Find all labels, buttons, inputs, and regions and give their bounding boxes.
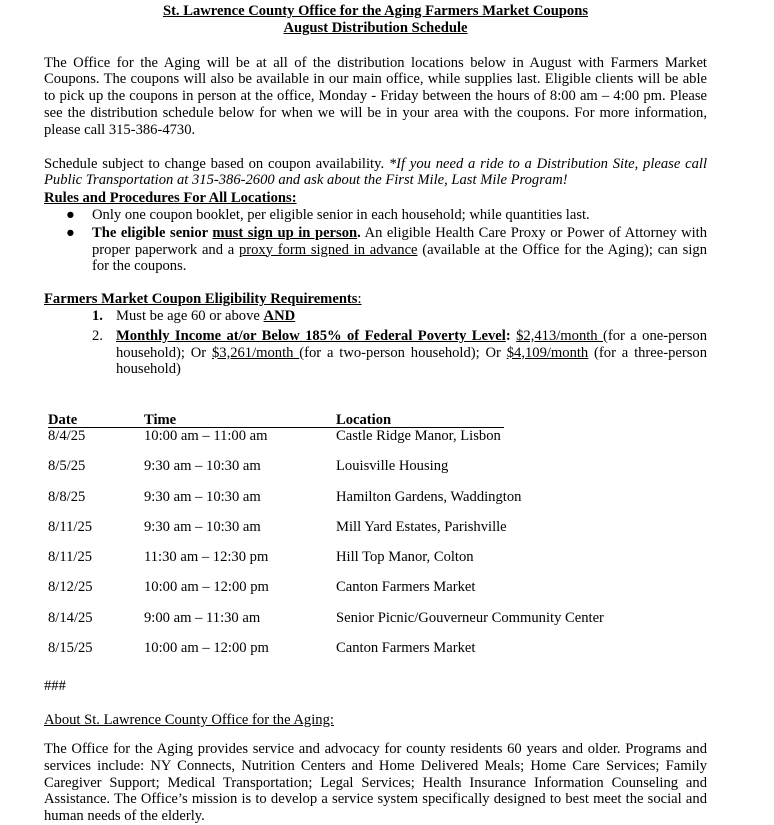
intro-paragraph: The Office for the Aging will be at all of the distribution locations below in August with Farmers Market Coupons. The coupons will also be available in our main office, while supplies last. Eligible clients will be able to pick up the coupons in person at the office, Monday - Friday between the hours of 8:00 am – 4:00 pm. Please see the distribution schedule below for when we will be in your area with the coupons. For more information, please call 315-386-4730. [44, 54, 707, 138]
table-row [48, 458, 668, 488]
rule-2-bold-underline: must sign up in person [212, 224, 358, 241]
row-time: 9:00 am – 11:30 am [144, 609, 261, 626]
row-date: 8/12/25 [48, 579, 93, 596]
row-location: Hamilton Gardens, Waddington [336, 488, 522, 505]
eligibility-heading [44, 291, 707, 308]
about-paragraph: The Office for the Aging provides service and advocacy for county residents 60 years and older. Programs and services include: NY Connects, Nutrition Centers and Home Delivered Meals; Home Care Services; Family Caregiver Support; Medical Transportation; Legal Services; Health Insurance Information Counseling and Assistance. The Office’s mission is to develop a service system specifically designed to best meet the social and human needs of the elderly. [44, 741, 707, 825]
table-row [48, 489, 668, 519]
eligibility-item [44, 328, 707, 378]
row-location: Louisville Housing [336, 458, 449, 475]
eligibility-item [44, 308, 707, 325]
title-line-1: St. Lawrence County Office for the Aging Farmers Market Coupons [162, 3, 589, 19]
table-body [48, 428, 668, 670]
row-time: 9:30 am – 10:30 am [144, 518, 261, 535]
schedule-note-text: Schedule subject to change based on coupon availability. [44, 155, 389, 172]
row-date: 8/11/25 [48, 549, 93, 566]
row-date: 8/11/25 [48, 518, 93, 535]
rule-item [44, 225, 707, 275]
rules-heading: Rules and Procedures For All Locations: [44, 190, 297, 207]
end-mark: ### [44, 678, 66, 694]
table-row [48, 428, 668, 458]
income-amount-1: $2,413/month [516, 327, 603, 344]
table-row [48, 640, 668, 670]
income-text-1: (for a one-person household); Or [116, 327, 707, 361]
row-location: Mill Yard Estates, Parishville [336, 518, 507, 535]
header-time: Time [144, 412, 177, 428]
row-date: 8/15/25 [48, 640, 93, 657]
row-time: 9:30 am – 10:30 am [144, 488, 261, 505]
eligibility-heading-colon: : [357, 291, 362, 308]
document-page [44, 0, 707, 378]
row-time: 10:00 am – 12:00 pm [144, 579, 269, 596]
eligibility-list [44, 308, 707, 378]
row-time: 10:00 am – 11:00 am [144, 428, 268, 444]
schedule-table [48, 412, 668, 670]
rule-1-text: Only one coupon booklet, per eligible senior in each household; while quantities last. [92, 206, 590, 223]
row-date: 8/4/25 [48, 428, 86, 444]
bullet-icon: ● [66, 224, 75, 241]
rules-list [44, 207, 707, 275]
title-line-2: August Distribution Schedule [283, 19, 468, 36]
header-date: Date [48, 412, 78, 428]
eligibility-1-number: 1. [92, 307, 103, 324]
eligibility-2-colon: : [505, 327, 517, 344]
rule-2-text-b: (available at the Office for the Aging); can sign for the coupons. [92, 241, 708, 275]
schedule-note [44, 156, 707, 190]
row-time: 9:30 am – 10:30 am [144, 458, 261, 475]
row-location: Canton Farmers Market [336, 640, 476, 657]
table-row [48, 519, 668, 549]
rule-item [44, 207, 707, 224]
ride-note: *If you need a ride to a Distribution Site, please call Public Transportation at 315-386-2600 and ask about the First Mile, Last Mile Program! [44, 155, 708, 189]
income-amount-2: $3,261/month [211, 344, 300, 361]
eligibility-1-text: Must be age 60 or above [116, 307, 264, 324]
eligibility-2-bold: Monthly Income at/or Below 185% of Federal Poverty Level [116, 327, 506, 344]
rule-2-text-a: An eligible Health Care Proxy or Power of Attorney with proper paperwork and a [92, 224, 708, 258]
table-row [48, 579, 668, 609]
proxy-form-link: proxy form signed in advance [238, 241, 418, 258]
row-location: Canton Farmers Market [336, 579, 476, 596]
row-time: 11:30 am – 12:30 pm [144, 549, 269, 566]
table-row [48, 610, 668, 640]
header-location: Location [336, 412, 392, 428]
eligibility-heading-text: Farmers Market Coupon Eligibility Requirements [44, 291, 358, 308]
row-location: Castle Ridge Manor, Lisbon [336, 428, 501, 444]
row-date: 8/14/25 [48, 609, 93, 626]
eligibility-2-number: 2. [92, 327, 103, 344]
rule-2-bold-a: The eligible senior [92, 224, 213, 241]
rule-2-bold-b: . [357, 224, 361, 241]
about-heading: About St. Lawrence County Office for the Aging: [44, 712, 334, 728]
eligibility-1-and: AND [263, 307, 296, 324]
row-date: 8/8/25 [48, 488, 86, 505]
row-date: 8/5/25 [48, 458, 86, 475]
table-header [48, 412, 668, 428]
row-location: Hill Top Manor, Colton [336, 549, 474, 566]
income-amount-3: $4,109/month [506, 344, 589, 361]
income-text-3: (for a three-person household) [116, 344, 708, 378]
bullet-icon: ● [66, 206, 75, 223]
table-row [48, 549, 668, 579]
row-time: 10:00 am – 12:00 pm [144, 640, 269, 657]
row-location: Senior Picnic/Gouverneur Community Center [336, 609, 604, 626]
income-text-2: (for a two-person household); Or [299, 344, 507, 361]
